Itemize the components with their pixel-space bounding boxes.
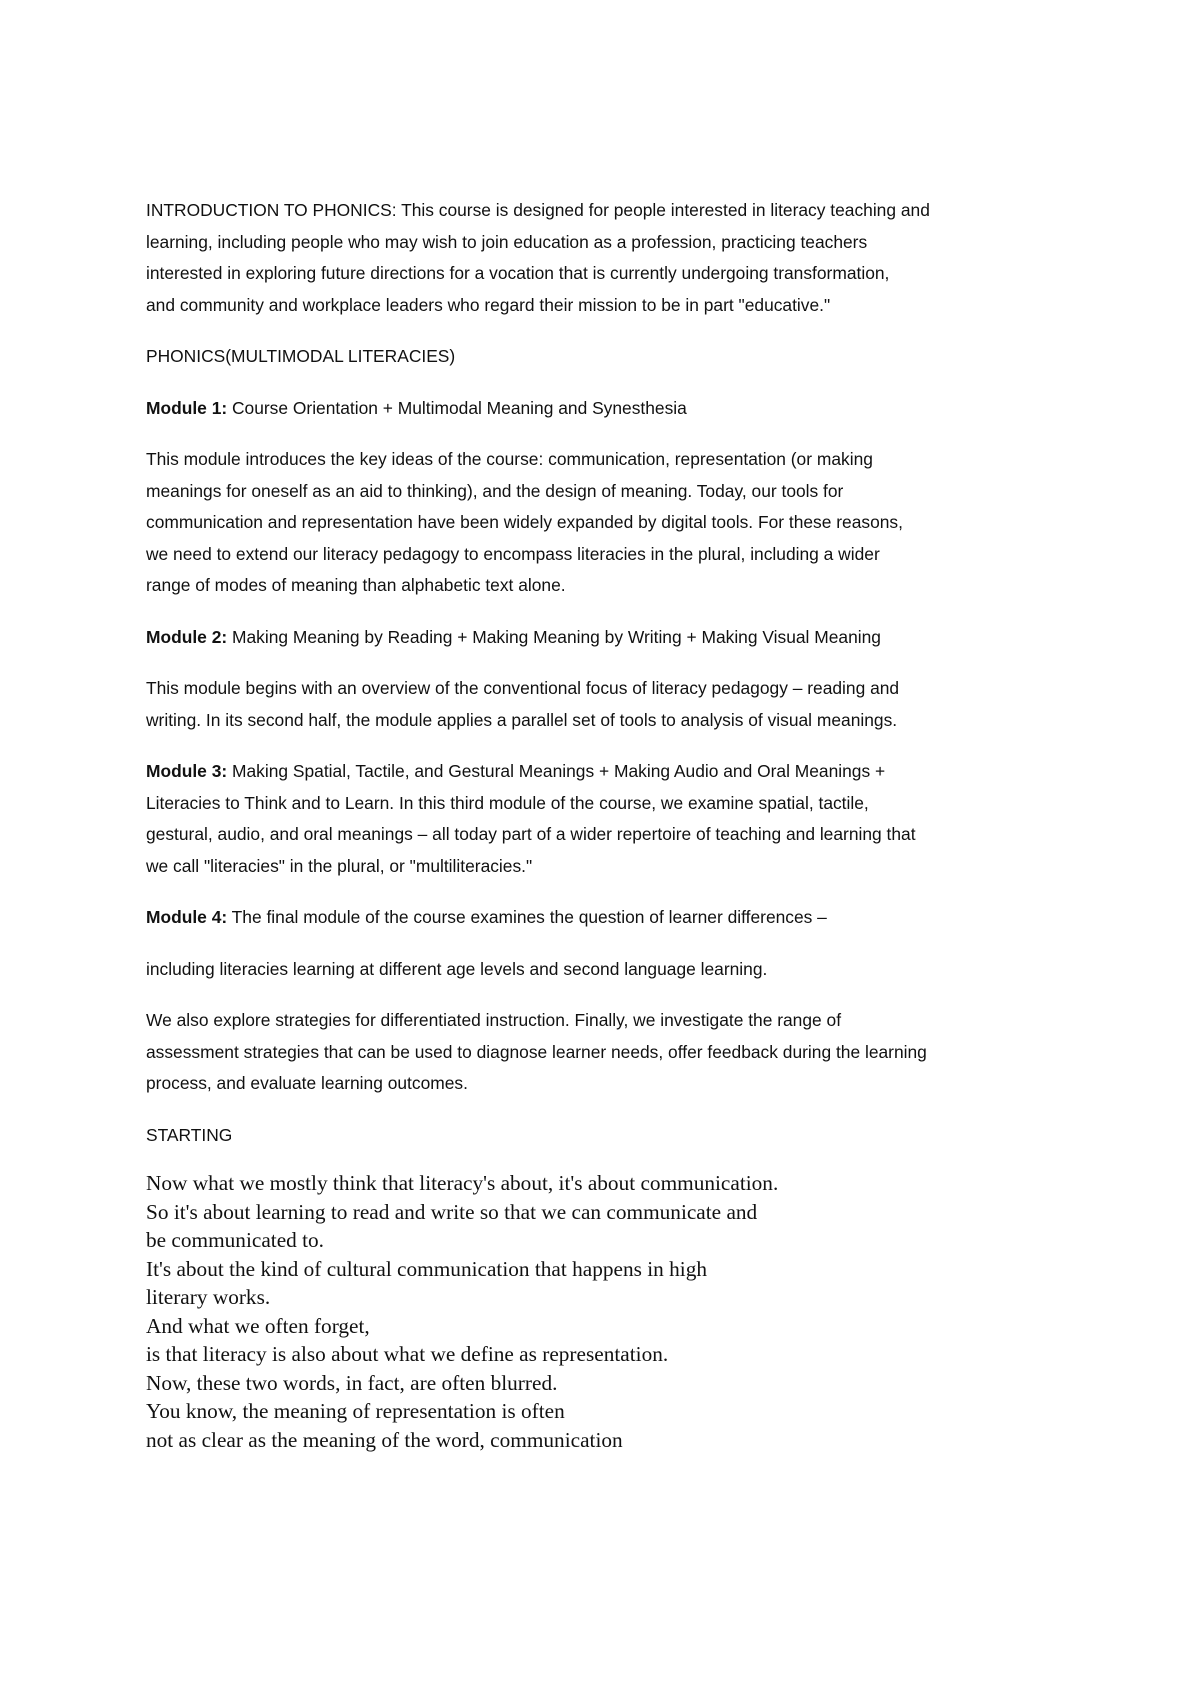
module-2-description bbox=[146, 673, 1086, 736]
module-3-label: Module 3: bbox=[146, 761, 228, 781]
module-3-line: gestural, audio, and oral meanings – all today part of a wider repertoire of teaching and learning that bbox=[146, 824, 916, 844]
module-2-label: Module 2: bbox=[146, 626, 228, 647]
section-heading: PHONICS(MULTIMODAL LITERACIES) bbox=[146, 346, 456, 366]
module-1-line: meanings for oneself as an aid to thinking), and the design of meaning. Today, our tools for bbox=[146, 480, 844, 501]
module-4-line: process, and evaluate learning outcomes. bbox=[146, 1073, 468, 1093]
transcript-line: Now, these two words, in fact, are often blurred. bbox=[146, 1370, 558, 1395]
transcript bbox=[146, 1169, 1086, 1454]
transcript-line: is that literacy is also about what we define as representation. bbox=[146, 1342, 669, 1366]
starting-heading: STARTING bbox=[146, 1124, 233, 1145]
module-4-line: assessment strategies that can be used to diagnose learner needs, offer feedback during the learning bbox=[146, 1041, 927, 1062]
intro-line: interested in exploring future directions for a vocation that is currently undergoing transformation, bbox=[146, 263, 890, 283]
module-3-line: we call "literacies" in the plural, or "multiliteracies." bbox=[146, 855, 533, 876]
intro-line: and community and workplace leaders who regard their mission to be in part "educative." bbox=[146, 294, 831, 315]
transcript-line: Now what we mostly think that literacy's about, it's about communication. bbox=[146, 1171, 779, 1195]
module-4-title: The final module of the course examines the question of learner differences – bbox=[227, 907, 827, 927]
transcript-line: So it's about learning to read and write so that we can communicate and bbox=[146, 1199, 758, 1224]
module-1-line: we need to extend our literacy pedagogy to encompass literacies in the plural, including a wider bbox=[146, 543, 880, 564]
module-1-line: communication and representation have been widely expanded by digital tools. For these reasons, bbox=[146, 512, 903, 532]
transcript-line: be communicated to. bbox=[146, 1228, 325, 1252]
module-1-line: range of modes of meaning than alphabetic text alone. bbox=[146, 575, 566, 595]
module-3-paragraph bbox=[146, 756, 1086, 882]
transcript-line: You know, the meaning of representation is often bbox=[146, 1399, 565, 1423]
module-4-continuation: including literacies learning at different age levels and second language learning. bbox=[146, 958, 768, 979]
document-body bbox=[146, 195, 1086, 1454]
module-2-line: writing. In its second half, the module applies a parallel set of tools to analysis of visual meanings. bbox=[146, 709, 898, 730]
module-1-title: Course Orientation + Multimodal Meaning and Synesthesia bbox=[227, 397, 687, 418]
module-1-line: This module introduces the key ideas of the course: communication, representation (or making bbox=[146, 449, 873, 469]
module-4-label: Module 4: bbox=[146, 907, 228, 927]
transcript-line: literary works. bbox=[146, 1285, 271, 1309]
module-4-line: We also explore strategies for differentiated instruction. Finally, we investigate the range of bbox=[146, 1010, 842, 1030]
module-1-heading bbox=[146, 393, 1086, 425]
intro-line: INTRODUCTION TO PHONICS: This course is designed for people interested in literacy teaching and bbox=[146, 200, 930, 220]
module-1-description bbox=[146, 444, 1086, 602]
module-2-title: Making Meaning by Reading + Making Meaning by Writing + Making Visual Meaning bbox=[227, 626, 881, 647]
module-1-label: Module 1: bbox=[146, 397, 228, 418]
module-4-extra bbox=[146, 1005, 1086, 1100]
module-2-heading bbox=[146, 622, 1086, 654]
module-2-line: This module begins with an overview of the conventional focus of literacy pedagogy – reading and bbox=[146, 678, 900, 698]
transcript-line: It's about the kind of cultural communication that happens in high bbox=[146, 1256, 707, 1281]
module-4-heading bbox=[146, 902, 1086, 934]
intro-paragraph bbox=[146, 195, 1086, 321]
module-3-title: Making Spatial, Tactile, and Gestural Meanings + Making Audio and Oral Meanings + bbox=[227, 761, 886, 781]
intro-line: learning, including people who may wish to join education as a profession, practicing teachers bbox=[146, 231, 868, 252]
module-3-first-line bbox=[146, 756, 1086, 788]
transcript-line: And what we often forget, bbox=[146, 1313, 370, 1338]
module-3-line: Literacies to Think and to Learn. In this third module of the course, we examine spatial, tactile, bbox=[146, 792, 869, 813]
transcript-line: not as clear as the meaning of the word, communication bbox=[146, 1427, 623, 1452]
